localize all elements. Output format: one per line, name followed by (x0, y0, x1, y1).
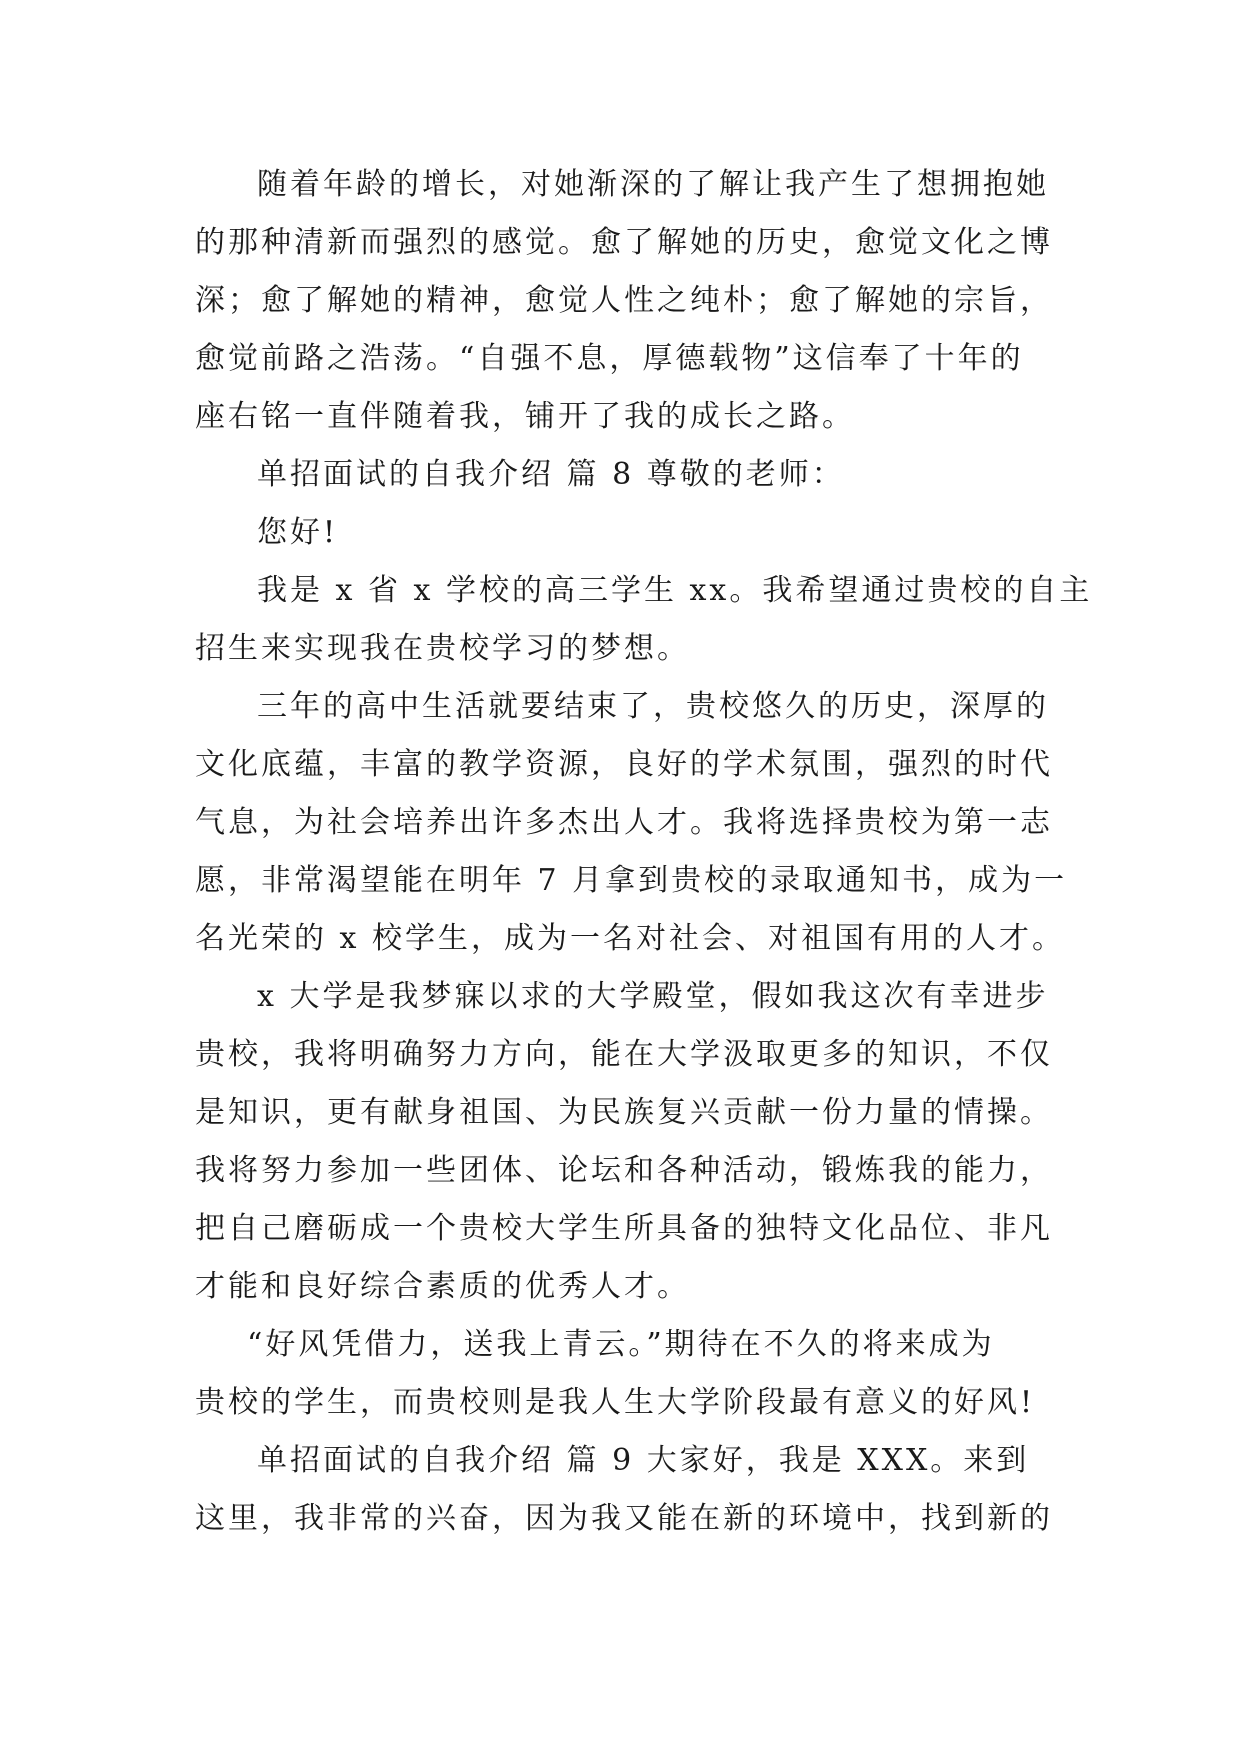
text-line: 气息，为社会培养出许多杰出人才。我将选择贵校为第一志 (195, 805, 1053, 840)
text-line: 深；愈了解她的精神，愈觉人性之纯朴；愈了解她的宗旨， (195, 283, 1053, 318)
section-heading: 单招面试的自我介绍 篇 8 尊敬的老师： (257, 457, 845, 492)
text-line: 愈觉前路之浩荡。“自强不息，厚德载物”这信奉了十年的 (195, 341, 1024, 376)
text-line: “好风凭借力，送我上青云。”期待在不久的将来成为 (247, 1327, 995, 1362)
text-line: 三年的高中生活就要结束了，贵校悠久的历史，深厚的 (257, 689, 1049, 724)
text-line: 座右铭一直伴随着我，铺开了我的成长之路。 (195, 399, 855, 434)
text-line: 贵校，我将明确努力方向，能在大学汲取更多的知识，不仅 (195, 1037, 1053, 1072)
text-line: 招生来实现我在贵校学习的梦想。 (195, 631, 690, 666)
text-line: 把自己磨砺成一个贵校大学生所具备的独特文化品位、非凡 (195, 1211, 1053, 1246)
text-line: 名光荣的 x 校学生，成为一名对社会、对祖国有用的人才。 (195, 921, 1065, 956)
text-line: x 大学是我梦寐以求的大学殿堂，假如我这次有幸进步 (257, 979, 1049, 1014)
section-heading: 单招面试的自我介绍 篇 9 大家好，我是 XXX。来到 (257, 1443, 1030, 1478)
text-line: 文化底蕴，丰富的教学资源，良好的学术氛围，强烈的时代 (195, 747, 1053, 782)
text-line: 才能和良好综合素质的优秀人才。 (195, 1269, 690, 1304)
text-line: 愿，非常渴望能在明年 7 月拿到贵校的录取通知书，成为一 (195, 863, 1068, 898)
text-line: 我将努力参加一些团体、论坛和各种活动，锻炼我的能力， (195, 1153, 1053, 1188)
text-line: 这里，我非常的兴奋，因为我又能在新的环境中，找到新的 (195, 1501, 1053, 1536)
text-line: 是知识，更有献身祖国、为民族复兴贡献一份力量的情操。 (195, 1095, 1053, 1130)
greeting: 您好! (257, 515, 339, 550)
text-line: 随着年龄的增长，对她渐深的了解让我产生了想拥抱她 (257, 167, 1049, 202)
text-line: 我是 x 省 x 学校的高三学生 xx。我希望通过贵校的自主 (257, 573, 1093, 608)
text-line: 的那种清新而强烈的感觉。愈了解她的历史，愈觉文化之博 (195, 225, 1053, 260)
text-line: 贵校的学生，而贵校则是我人生大学阶段最有意义的好风! (195, 1385, 1036, 1420)
